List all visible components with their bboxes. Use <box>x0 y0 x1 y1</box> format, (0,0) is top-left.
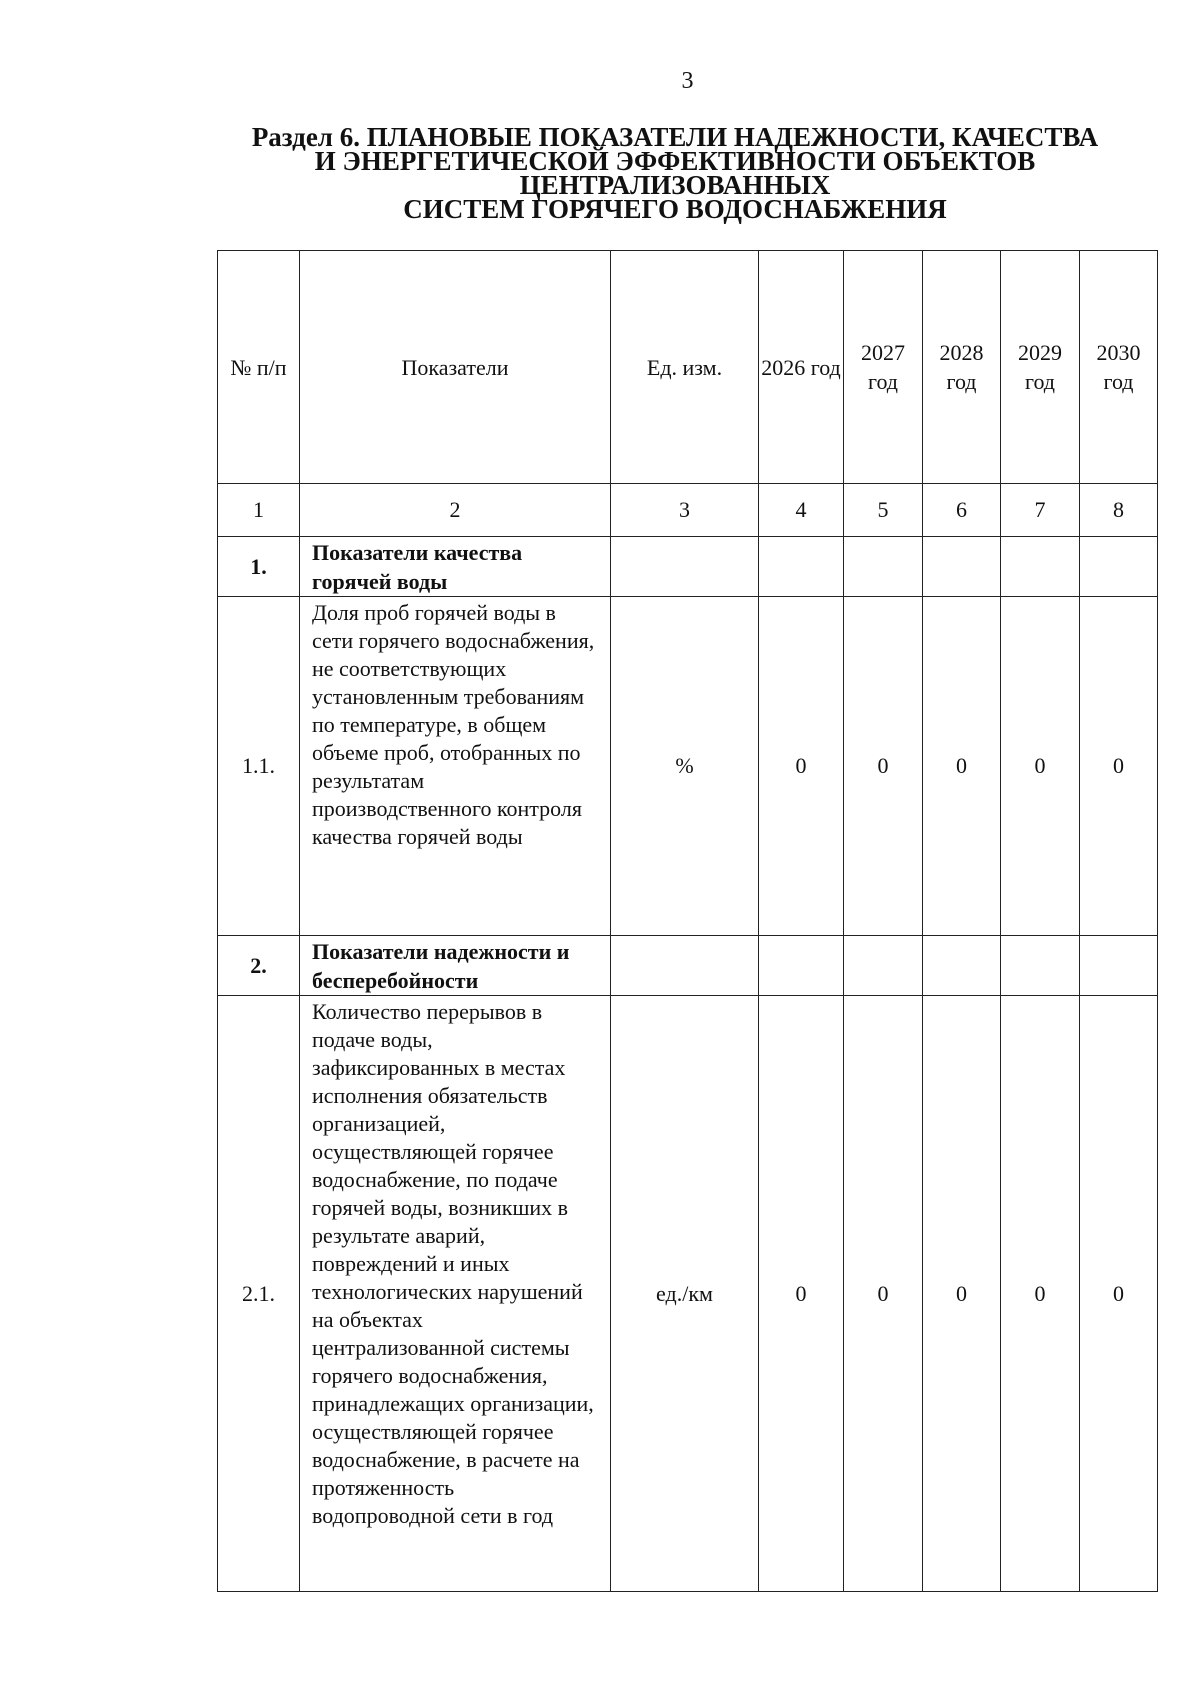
row-value-2030: 0 <box>1080 597 1158 936</box>
row-value-2026 <box>759 537 844 597</box>
row-value-2026 <box>759 936 844 996</box>
row-value-2030 <box>1080 537 1158 597</box>
row-unit: % <box>611 597 759 936</box>
title-line-1: Раздел 6. ПЛАНОВЫЕ ПОКАЗАТЕЛИ НАДЕЖНОСТИ, КАЧЕСТВА <box>251 122 1099 152</box>
title-line-2: И ЭНЕРГЕТИЧЕСКОЙ ЭФФЕКТИВНОСТИ ОБЪЕКТОВ <box>314 146 1036 176</box>
row-value-2027: 0 <box>844 996 923 1592</box>
indicators-table <box>217 250 1158 1592</box>
header-cell-year-2030: 2030 год <box>1080 251 1158 484</box>
row-value-2026: 0 <box>759 996 844 1592</box>
header-cell-number: № п/п <box>218 251 300 484</box>
row-number: 1.1. <box>218 597 300 936</box>
header-cell-unit: Ед. изм. <box>611 251 759 484</box>
row-value-2029 <box>1001 936 1080 996</box>
row-unit <box>611 936 759 996</box>
section-row-quality <box>218 537 1158 597</box>
section-title <box>215 122 1135 224</box>
header-cell-year-2027: 2027 год <box>844 251 923 484</box>
row-value-2027: 0 <box>844 597 923 936</box>
row-value-2029: 0 <box>1001 597 1080 936</box>
row-value-2028: 0 <box>923 996 1001 1592</box>
row-indicator-name: Доля проб горячей воды в сети горячего водоснабжения, не соответствующих установленным требованиям по температуре, в общем объеме проб, отобранных по результатам производственного контроля качества горячей воды <box>300 597 611 936</box>
row-indicator-name: Показатели надежности и бесперебойности <box>300 936 611 996</box>
title-line-3: ЦЕНТРАЛИЗОВАННЫХ <box>519 170 831 200</box>
column-number-row <box>218 484 1158 537</box>
table-row-2-1 <box>218 996 1158 1592</box>
column-number-cell: 7 <box>1001 484 1080 537</box>
section-row-reliability <box>218 936 1158 996</box>
row-number: 1. <box>218 537 300 597</box>
row-value-2027 <box>844 537 923 597</box>
header-cell-year-2029: 2029 год <box>1001 251 1080 484</box>
row-value-2030 <box>1080 936 1158 996</box>
title-line-4: СИСТЕМ ГОРЯЧЕГО ВОДОСНАБЖЕНИЯ <box>403 194 947 224</box>
row-indicator-name: Показатели качества горячей воды <box>300 537 611 597</box>
column-number-cell: 5 <box>844 484 923 537</box>
row-value-2027 <box>844 936 923 996</box>
row-unit <box>611 537 759 597</box>
row-indicator-name: Количество перерывов в подаче воды, зафиксированных в местах исполнения обязательств организацией, осуществляющей горячее водоснабжение, по подаче горячей воды, возникших в результате аварий, повреждений и иных технологических нарушений на объектах централизованной системы горячего водоснабжения, принадлежащих организации, осуществляющей горячее водоснабжение, в расчете на протяженность водопроводной сети в год <box>300 996 611 1592</box>
row-value-2029 <box>1001 537 1080 597</box>
table-row-1-1 <box>218 597 1158 936</box>
header-cell-indicator: Показатели <box>300 251 611 484</box>
column-number-cell: 4 <box>759 484 844 537</box>
row-number: 2.1. <box>218 996 300 1592</box>
column-number-cell: 6 <box>923 484 1001 537</box>
page-number: 3 <box>681 68 694 94</box>
row-number: 2. <box>218 936 300 996</box>
column-number-cell: 1 <box>218 484 300 537</box>
row-value-2028 <box>923 537 1001 597</box>
column-number-cell: 2 <box>300 484 611 537</box>
row-value-2028: 0 <box>923 597 1001 936</box>
row-value-2026: 0 <box>759 597 844 936</box>
header-cell-year-2026: 2026 год <box>759 251 844 484</box>
column-number-cell: 3 <box>611 484 759 537</box>
row-unit: ед./км <box>611 996 759 1592</box>
row-value-2029: 0 <box>1001 996 1080 1592</box>
header-row <box>218 251 1158 484</box>
row-value-2028 <box>923 936 1001 996</box>
header-cell-year-2028: 2028 год <box>923 251 1001 484</box>
column-number-cell: 8 <box>1080 484 1158 537</box>
row-value-2030: 0 <box>1080 996 1158 1592</box>
